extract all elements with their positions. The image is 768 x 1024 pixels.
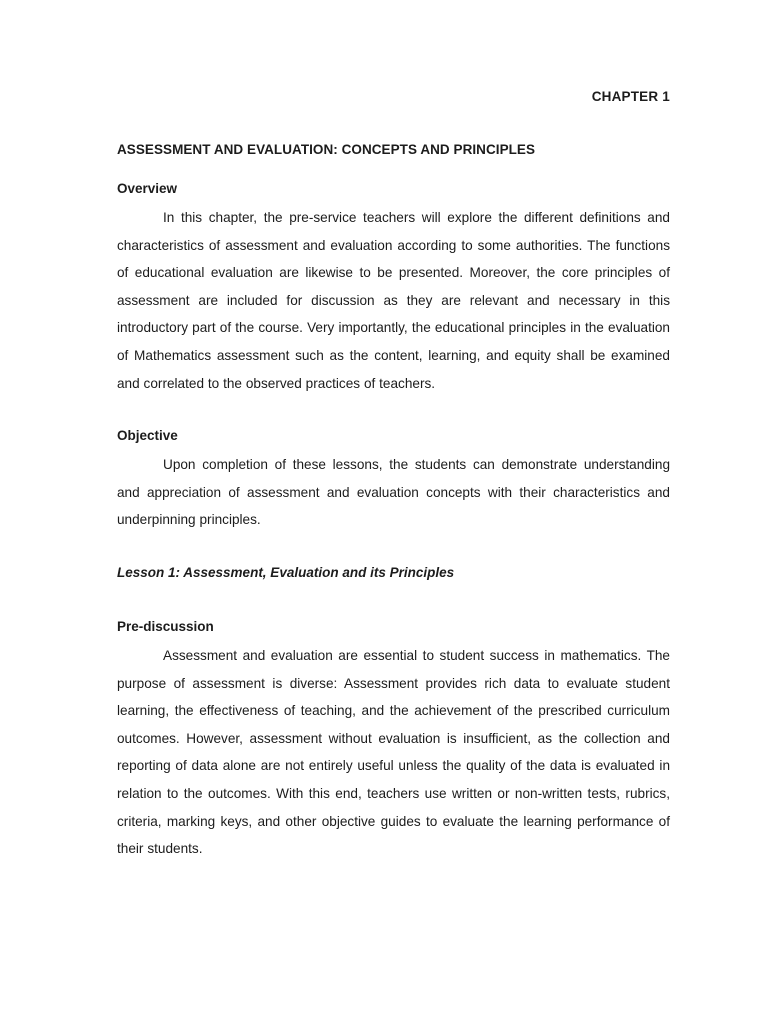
paragraph-pre-discussion: Assessment and evaluation are essential to student success in mathematics. The purpose of assessment is diverse: Assessment provides rich data to evaluate student learning, the effectiveness of teaching, and the achievement of the prescribed curriculum outcomes. However, assessment without evaluation is insufficient, as the collection and reporting of data alone are not entirely useful unless the quality of the data is evaluated in relation to the outcomes. With this end, teachers use written or non-written tests, rubrics, criteria, marking keys, and other objective guides to evaluate the learning performance of their students. — [117, 647, 670, 857]
spacer-after-overview — [117, 397, 670, 427]
section-heading-pre-discussion: Pre-discussion — [117, 618, 214, 634]
section-heading-lesson-1: Lesson 1: Assessment, Evaluation and its Principles — [117, 564, 455, 580]
spacer-after-lesson — [117, 582, 670, 618]
paragraph-overview: In this chapter, the pre-service teachers will explore the different definitions and characteristics of assessment and evaluation according to some authorities. The functions of educational evaluation are likewise to be presented. Moreover, the core principles of assessment are included for discussion as they are relevant and necessary in this introductory part of the course. Very importantly, the educational principles in the evaluation of Mathematics assessment such as the content, learning, and equity shall be examined and correlated to the observed practices of teachers. — [117, 210, 670, 391]
section-heading-overview: Overview — [117, 181, 178, 196]
spacer-after-chapter-label — [117, 106, 670, 141]
document-body — [117, 88, 670, 863]
section-heading-objective: Objective — [117, 428, 178, 444]
spacer-after-title — [117, 159, 670, 180]
spacer-before-lesson — [117, 534, 670, 564]
paragraph-objective: Upon completion of these lessons, the students can demonstrate understanding and appreciation of assessment and evaluation concepts with their characteristics and underpinning principles. — [117, 457, 670, 528]
page-title: ASSESSMENT AND EVALUATION: CONCEPTS AND PRINCIPLES — [117, 142, 536, 157]
chapter-label: CHAPTER 1 — [591, 89, 670, 104]
